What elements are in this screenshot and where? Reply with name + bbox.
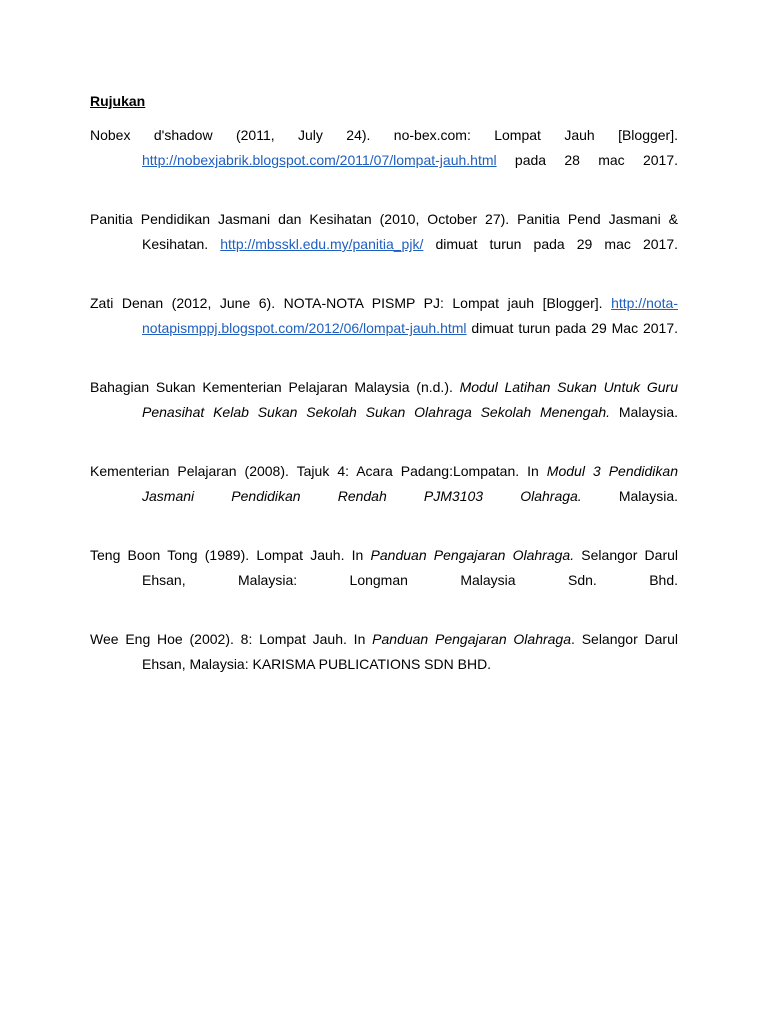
reference-text: dimuat turun pada 29 mac 2017.	[423, 236, 678, 252]
reference-entry-zati-denan	[90, 291, 678, 341]
reference-entry-nobex	[90, 123, 678, 173]
reference-text: Malaysia.	[610, 404, 678, 420]
reference-text: Kementerian Pelajaran (2008). Tajuk 4: Acara Padang:Lompatan. In	[90, 463, 547, 479]
reference-text: dimuat turun pada 29 Mac 2017.	[466, 320, 678, 336]
reference-title: Modul 3 Pendidikan Jasmani Pendidikan Rendah PJM3103 Olahraga.	[142, 463, 678, 504]
reference-entry-wee-eng-hoe	[90, 627, 678, 677]
reference-text: Selangor Darul Ehsan, Malaysia: Longman Malaysia Sdn. Bhd.	[142, 547, 679, 588]
reference-text: . Selangor Darul Ehsan, Malaysia: KARISMA PUBLICATIONS SDN BHD.	[142, 631, 678, 672]
reference-text: pada 28 mac 2017.	[496, 152, 678, 168]
reference-link[interactable]: http://nobexjabrik.blogspot.com/2011/07/lompat-jauh.html	[142, 152, 497, 168]
reference-entry-bahagian-sukan	[90, 375, 678, 425]
reference-text: Bahagian Sukan Kementerian Pelajaran Malaysia (n.d.).	[90, 379, 460, 395]
references-heading: Rujukan	[90, 93, 146, 109]
reference-text: Malaysia.	[581, 488, 678, 504]
reference-title: Panduan Pengajaran Olahraga	[372, 631, 572, 647]
reference-entry-panitia	[90, 207, 678, 257]
reference-link[interactable]: http://nota-notapismppj.blogspot.com/2012/06/lompat-jauh.html	[142, 295, 678, 336]
reference-text: Wee Eng Hoe (2002). 8: Lompat Jauh. In	[90, 631, 373, 647]
reference-text: Teng Boon Tong (1989). Lompat Jauh. In	[90, 547, 371, 563]
reference-text: Nobex d'shadow (2011, July 24). no-bex.com: Lompat Jauh [Blogger].	[90, 127, 678, 143]
reference-text: Panitia Pendidikan Jasmani dan Kesihatan (2010, October 27). Panitia Pend Jasmani & Kesihatan.	[90, 211, 678, 252]
reference-text: Zati Denan (2012, June 6). NOTA-NOTA PISMP PJ: Lompat jauh [Blogger].	[90, 295, 612, 311]
reference-entry-teng-boon-tong	[90, 543, 678, 593]
reference-list	[90, 123, 678, 711]
reference-entry-kementerian	[90, 459, 678, 509]
reference-link[interactable]: http://mbsskl.edu.my/panitia_pjk/	[220, 236, 424, 252]
reference-title: Panduan Pengajaran Olahraga.	[370, 547, 575, 563]
reference-title: Modul Latihan Sukan Untuk Guru Penasihat Kelab Sukan Sekolah Sukan Olahraga Sekolah Menengah.	[142, 379, 678, 420]
